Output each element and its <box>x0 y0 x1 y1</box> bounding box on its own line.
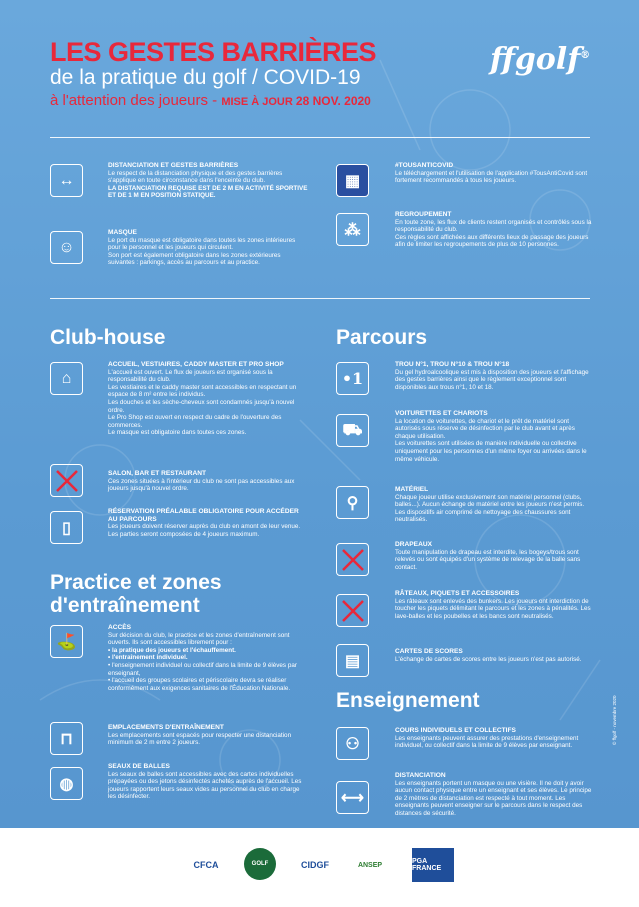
distance-arrow-icon: ⟷ <box>336 781 369 814</box>
section-practice: Practice et zones d'entraînement <box>50 571 222 617</box>
copyright-note: © ffgolf - novembre 2020 <box>612 695 617 745</box>
score-card-icon: ▤ <box>336 644 369 677</box>
update-line: à l'attention des joueurs - MISE À JOUR 28 NOV. 2020 <box>50 92 371 109</box>
emplacements-block: EMPLACEMENTS D'ENTRAÎNEMENT Les emplacements sont espacés pour respecter une distanciation minimum de 2 m entre 2 joueurs. <box>108 724 292 747</box>
partner-logo-pga: PGA FRANCE <box>412 848 454 882</box>
flag-crossed-icon <box>336 543 369 576</box>
practice-icon: ⛳ <box>50 625 83 658</box>
divider-middle <box>50 298 590 299</box>
mask-icon: ☺ <box>50 231 83 264</box>
materiel-block: MATÉRIEL Chaque joueur utilise exclusivement son matériel personnel (clubs, balles...). Aucun échange de matériel entre les joueurs n'est permis. Les dispositifs air comprimé de nettoyage des chaussures sont neutralisés. <box>395 486 585 524</box>
distanciation-block: DISTANCIATION Les enseignants portent un masque ou une visière. Il ne doit y avoir aucun contact physique entre un enseignant et ses élèves. Le principe de 2 mètres de distanciation est respecté à tout moment. Les enseignants peuvent enseigner sur le parcours dans le respect des distances de sécurité. <box>395 772 592 817</box>
section-clubhouse: Club-house <box>50 326 166 349</box>
bucket-icon: ◍ <box>50 767 83 800</box>
trou-block: TROU N°1, TROU N°10 & TROU N°18 Du gel hydroalcoolique est mis à disposition des joueurs et l'affichage des gestes barrières ainsi que le règlement exceptionnel sont disponibles aux trous n°1, 10 et 18. <box>395 361 589 391</box>
distancing-block: DISTANCIATION ET GESTES BARRIÈRES Le respect de la distanciation physique et des gestes barrières s'applique en toute circonstance dans l'enceinte du club. LA DISTANCIATION REQUISE EST DE 2 M EN ACTIVITÉ SPORTIVE ET DE 1 M EN POSITION STATIQUE. <box>108 162 308 200</box>
regroupement-block: REGROUPEMENT En toute zone, les flux de clients restent organisés et contrôlés sous la responsabilité du club. Ces règles sont affichées aux différents lieux de passage des joueurs afin de limiter les regroupements de plus de 10 personnes. <box>395 211 592 249</box>
reservation-block: RÉSERVATION PRÉALABLE OBLIGATOIRE POUR ACCÉDER AU PARCOURS Les joueurs doivent réserver auprès du club en amont de leur venue. Les parties seront composées de 4 joueurs maximum. <box>108 508 301 538</box>
partner-logo-cfca: CFCA <box>193 860 219 870</box>
clubhouse-icon: ⌂ <box>50 362 83 395</box>
partner-logo-cidgf: CIDGF <box>301 860 329 870</box>
group-icon: ⁂ <box>336 213 369 246</box>
salon-block: SALON, BAR ET RESTAURANT Ces zones situées à l'intérieur du club ne sont pas accessibles aux joueurs jusqu'à nouvel ordre. <box>108 470 295 493</box>
page-title: LES GESTES BARRIÈRES <box>50 37 377 67</box>
partner-logo-ansep: ANSEP <box>357 861 383 869</box>
acces-block: ACCÈS Sur décision du club, le practice et les zones d'entraînement sont ouverts. Ils sont accessibles librement pour : • la pratique des joueurs et l'échauffement. • l'entraînement individuel. • l'enseignement individuel ou collectif dans la limite de 9 élèves par enseignant, • l'accueil des groupes scolaires et périscolaire devra se réaliser conformément aux exigences sanitaires de l'Éducation Nationale. <box>108 624 297 692</box>
golf-clubs-icon: ⚲ <box>336 486 369 519</box>
hole-one-icon: •1 <box>336 362 369 395</box>
section-enseignement: Enseignement <box>336 689 480 712</box>
rateaux-block: RÂTEAUX, PIQUETS ET ACCESSOIRES Les râteaux sont enlevés des bunkers. Les joueurs ont interdiction de toucher les piquets délimitant le parcours et les zones à pénalités. Les lave-balles et les poubelles et les bancs sont neutralisés. <box>395 590 591 620</box>
rake-crossed-icon <box>336 594 369 627</box>
divider-top <box>50 137 590 138</box>
seaux-block: SEAUX DE BALLES Les seaux de balles sont accessibles avec des cartes individuelles prépayées ou des jetons désinfectés achetés auprès de l'accueil. Les joueurs rapportent leurs seaux vides au personnel du club en charge les désinfecter. <box>108 763 302 801</box>
page-subtitle: de la pratique du golf / COVID-19 <box>50 66 361 89</box>
mask-block: MASQUE Le port du masque est obligatoire dans toutes les zones intérieures pour le personnel et les joueurs qui circulent. Son port est également obligatoire dans les zones extérieures suivantes : parkings, accès au parcours et au practice. <box>108 229 296 267</box>
accueil-block: ACCUEIL, VESTIAIRES, CADDY MASTER ET PRO SHOP L'accueil est ouvert. Le flux de joueurs est organisé sous la responsabilité du club. Les vestiaires et le caddy master sont accessibles en respectant un espace de 8 m² entre les individus. Les douches et les sèche-cheveux sont condamnés jusqu'à nouvel ordre. Le Pro Shop est ouvert en respect du cadre de l'ouverture des commerces. Le masque est obligatoire dans toutes ces zones. <box>108 361 297 437</box>
distancing-icon: ↔ <box>50 164 83 197</box>
tousanticovid-block: #TOUSANTICOVID Le téléchargement et l'utilisation de l'application #TousAntiCovid sont fortement recommandés à tous les joueurs. <box>395 162 588 185</box>
restaurant-closed-icon <box>50 464 83 497</box>
header <box>50 38 376 113</box>
drapeaux-block: DRAPEAUX Toute manipulation de drapeau est interdite, les bogeys/trous sont relevés ou sont équipés d'un système de relevage de la balle sans contact. <box>395 541 581 571</box>
section-parcours: Parcours <box>336 326 428 349</box>
ffgolf-logo: ffgolf® <box>490 42 591 77</box>
cours-block: COURS INDIVIDUELS ET COLLECTIFS Les enseignants peuvent assurer des prestations d'enseignement individuel, ou collectif dans la limite de 9 élèves par enseignant. <box>395 727 579 750</box>
voiturettes-block: VOITURETTES ET CHARIOTS La location de voiturettes, de chariot et le prêt de matériel sont autorisés sous réserve de désinfection par le club avant et après chaque utilisation. Les voiturettes sont utilisées de manière individuelle ou collective uniquement pour les personnes d'un même foyer ou arrivées dans le même véhicule. <box>395 410 587 463</box>
cartes-block: CARTES DE SCORES L'échange de cartes de scores entre les joueurs n'est pas autorisé. <box>395 648 582 663</box>
phone-icon: ▯ <box>50 511 83 544</box>
golf-cart-icon: ⛟ <box>336 414 369 447</box>
app-icon: ▦ <box>336 164 369 197</box>
partner-footer <box>0 828 639 907</box>
teaching-icon: ⚇ <box>336 727 369 760</box>
bays-icon: ⊓ <box>50 722 83 755</box>
partner-logo-golf: GOLF <box>244 848 276 880</box>
